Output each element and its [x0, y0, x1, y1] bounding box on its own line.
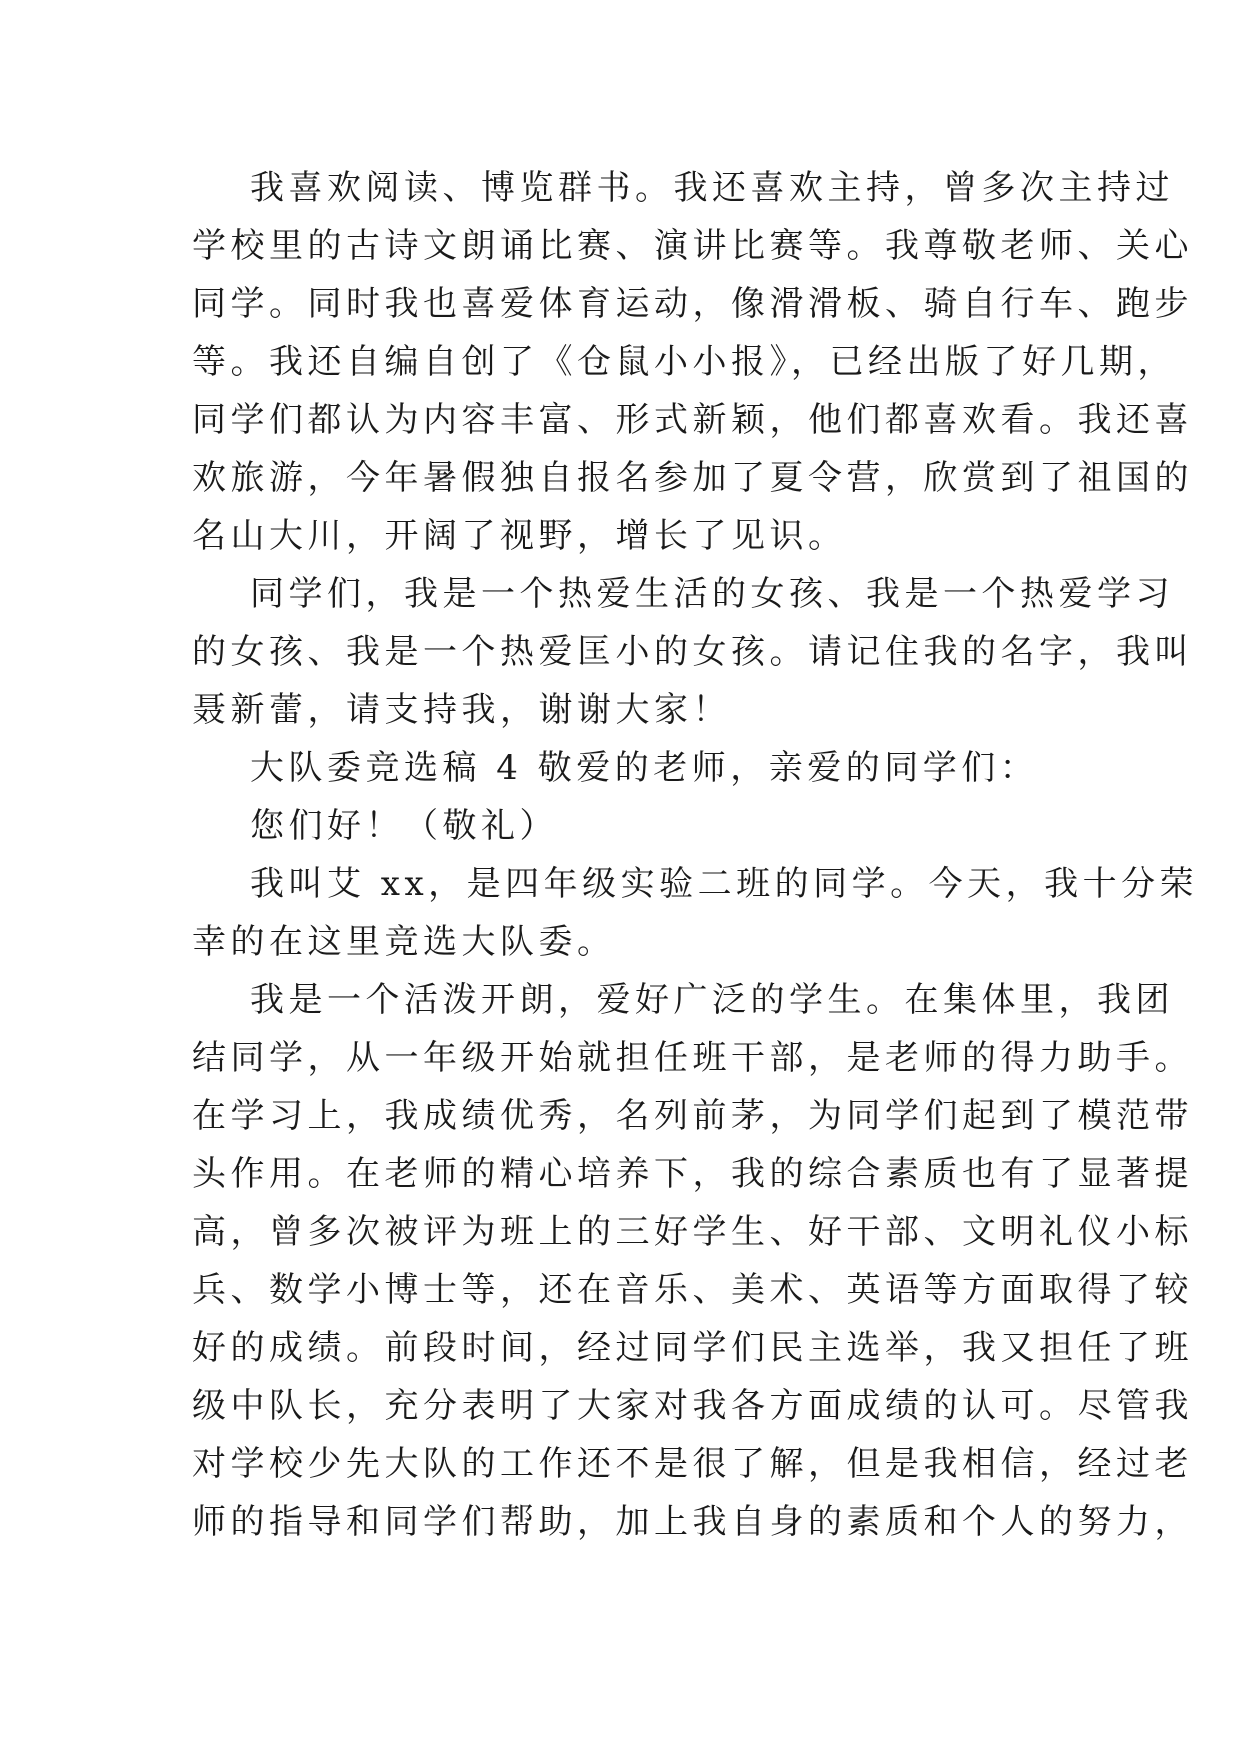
text-line: 的女孩、我是一个热爱匡小的女孩。请记住我的名字，我叫 [192, 632, 1193, 672]
text-line: 您们好！（敬礼） [250, 806, 558, 846]
text-line: 等。我还自编自创了《仓鼠小小报》，已经出版了好几期， [192, 342, 1176, 382]
text-line: 大队委竞选稿 4 敬爱的老师，亲爱的同学们： [250, 748, 1039, 788]
text-line: 师的指导和同学们帮助，加上我自身的素质和个人的努力， [192, 1502, 1193, 1542]
text-line: 聂新蕾，请支持我，谢谢大家！ [192, 690, 731, 730]
text-line: 好的成绩。前段时间，经过同学们民主选举，我又担任了班 [192, 1328, 1193, 1368]
text-line: 幸的在这里竞选大队委。 [192, 922, 616, 962]
text-line: 我叫艾 xx，是四年级实验二班的同学。今天，我十分荣 [250, 864, 1199, 904]
text-line: 我喜欢阅读、博览群书。我还喜欢主持，曾多次主持过 [250, 168, 1174, 208]
text-line: 对学校少先大队的工作还不是很了解，但是我相信，经过老 [192, 1444, 1193, 1484]
text-line: 结同学，从一年级开始就担任班干部，是老师的得力助手。 [192, 1038, 1193, 1078]
text-line: 高，曾多次被评为班上的三好学生、好干部、文明礼仪小标 [192, 1212, 1193, 1252]
text-line: 兵、数学小博士等，还在音乐、美术、英语等方面取得了较 [192, 1270, 1193, 1310]
text-line: 同学们，我是一个热爱生活的女孩、我是一个热爱学习 [250, 574, 1174, 614]
text-line: 我是一个活泼开朗，爱好广泛的学生。在集体里，我团 [250, 980, 1174, 1020]
text-line: 在学习上，我成绩优秀，名列前茅，为同学们起到了模范带 [192, 1096, 1193, 1136]
text-line: 同学们都认为内容丰富、形式新颖，他们都喜欢看。我还喜 [192, 400, 1193, 440]
text-line: 名山大川，开阔了视野，增长了见识。 [192, 516, 847, 556]
text-line: 欢旅游，今年暑假独自报名参加了夏令营，欣赏到了祖国的 [192, 458, 1193, 498]
text-line: 学校里的古诗文朗诵比赛、演讲比赛等。我尊敬老师、关心 [192, 226, 1193, 266]
text-line: 头作用。在老师的精心培养下，我的综合素质也有了显著提 [192, 1154, 1193, 1194]
text-line: 级中队长，充分表明了大家对我各方面成绩的认可。尽管我 [192, 1386, 1193, 1426]
text-line: 同学。同时我也喜爱体育运动，像滑滑板、骑自行车、跑步 [192, 284, 1193, 324]
